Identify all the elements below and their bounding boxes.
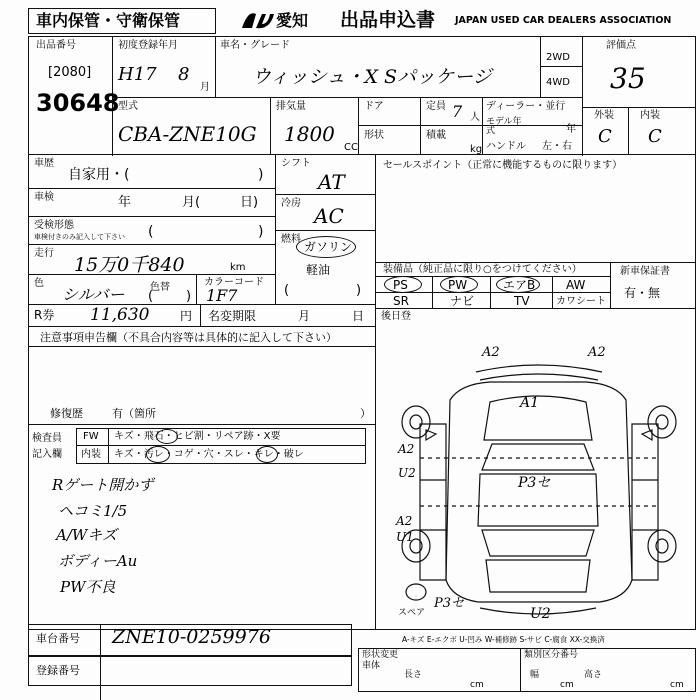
color-value: シルバー (62, 285, 125, 304)
first-reg-year: H17 (118, 64, 157, 85)
fuel-close: ) (356, 283, 362, 298)
first-reg-month-unit: 月 (200, 82, 210, 93)
warranty-options: 有・無 (624, 286, 661, 300)
note-line-2: ヘコミ1/5 (58, 502, 128, 520)
registration-label: 登録番号 (36, 664, 80, 677)
history-label: 車歴 (34, 158, 54, 169)
capacity-unit: 人 (470, 112, 480, 123)
equip-ps: PS (393, 278, 408, 292)
chassis-label: 車台番号 (36, 632, 80, 645)
first-reg-month: 8 (178, 64, 190, 85)
load-label: 積載 (426, 130, 446, 141)
equip-airbag-circle (496, 276, 540, 293)
inspector-fw: FW (83, 431, 99, 442)
storage-title: 車内保管・守衛保管 (36, 11, 181, 30)
capacity-label: 定員 (426, 101, 446, 112)
displacement-label: 排気量 (276, 101, 306, 112)
repair-value: 有（箇所 (112, 407, 156, 420)
exterior-score: C (598, 126, 612, 147)
fuel-label: 燃料 (281, 234, 301, 245)
equip-seat: カワシート (556, 296, 606, 307)
color-code-label: カラーコード (204, 277, 264, 288)
repaint-open: ( (148, 289, 154, 304)
shape-label: 形状 (364, 130, 384, 141)
warranty-label: 新車保証書 (620, 266, 670, 277)
height-label: 高さ (584, 670, 603, 680)
history-close: ) (258, 167, 264, 183)
inspector-circle-2 (146, 446, 170, 463)
note-line-5: PW不良 (60, 578, 116, 596)
interior-label: 内装 (640, 110, 660, 121)
class-number-label: 類別区分番号 (524, 650, 579, 660)
equip-pw: PW (448, 278, 468, 292)
shape-change-label: 形状変更 (362, 650, 399, 660)
first-reg-label: 初度登録年月 (118, 40, 178, 51)
equip-airbag: エアB (503, 278, 536, 292)
interior-score: C (648, 126, 662, 147)
inspection-year: 年 (118, 195, 132, 210)
score-label: 評価点 (606, 40, 636, 51)
color-label: 色 (34, 278, 44, 289)
fuel-open: ( (284, 283, 290, 298)
mark-left-door2: A2 (396, 514, 413, 528)
mark-front-right: A2 (588, 345, 606, 360)
inspector-label-1: 検査員 (32, 433, 62, 444)
mark-rear: P3セ (434, 596, 465, 611)
form-title: 出品申込書 (340, 9, 436, 31)
model-label: 車名・グレード (220, 40, 290, 51)
inspector-row2-items: キズ・汚レ・コゲ・穴・スレ・キレ・破レ (114, 449, 304, 460)
door-label: ドア (364, 101, 384, 112)
repair-label: 修復歴 (50, 407, 83, 420)
displacement-value: 1800 (284, 122, 335, 146)
aircon-label: 冷房 (281, 198, 301, 209)
equip-aw: AW (566, 278, 586, 292)
note-line-3: A/Wキズ (56, 526, 118, 544)
mark-left-door1b: U2 (398, 466, 416, 480)
name-expiry-day: 日 (352, 309, 365, 323)
aircon-value: AC (314, 204, 344, 228)
sales-point-label: セールスポイント（正常に機能するものに限ります） (383, 160, 623, 171)
note-line-4: ボディーAu (58, 552, 138, 570)
post-fill-label: 後日登 (381, 311, 411, 322)
mark-roof: P3セ (518, 475, 551, 491)
length-unit: cm (470, 680, 484, 690)
mileage-label: 走行 (34, 248, 54, 259)
mark-rear-bottom: U2 (530, 606, 551, 622)
inspection-month: 月( (182, 195, 201, 210)
capacity-value: 7 (452, 102, 463, 121)
inspector-label-2: 記入欄 (32, 449, 62, 460)
receive-note: 車検付きのみ記入して下さい (34, 233, 125, 241)
mileage-value: 15万0千840 (74, 254, 185, 276)
lot-label: 出品番号 (36, 40, 76, 51)
recycle-unit: 円 (180, 309, 193, 323)
receive-open: ( (148, 224, 154, 240)
repaint-label: 色替 (150, 282, 170, 293)
mark-left-door2b: U1 (396, 530, 414, 544)
name-expiry-month: 月 (298, 309, 311, 323)
score-value: 35 (610, 62, 646, 95)
year-unit: 年 (566, 124, 576, 135)
receive-close: ) (258, 224, 264, 240)
note-line-1: Rゲート開かず (52, 476, 154, 494)
model-year-label: モデル年式 (486, 117, 522, 136)
equip-tv: TV (514, 294, 530, 308)
spare-label: スペア (398, 608, 426, 618)
model-value: ウィッシュ・X Sパッケージ (252, 66, 492, 88)
exterior-label: 外装 (594, 110, 614, 121)
equip-navi: ナビ (450, 294, 475, 308)
type-label: 型式 (118, 101, 138, 112)
shift-value: AT (318, 170, 345, 194)
repair-close: ） (360, 407, 371, 420)
inspection-label: 車検 (34, 192, 54, 203)
type-value: CBA-ZNE10G (118, 122, 257, 146)
drive-4wd: 4WD (546, 77, 570, 88)
dealer-label: ディーラー・並行 (486, 101, 566, 112)
height-unit: cm (670, 680, 684, 690)
drive-2wd: 2WD (546, 52, 570, 63)
color-code-value: 1F7 (206, 286, 238, 305)
shift-label: シフト (281, 158, 311, 169)
recycle-value: 11,630 (90, 305, 150, 325)
handle-label: ハンドル (486, 141, 526, 152)
inspector-interior: 内装 (81, 449, 101, 460)
association-name: JAPAN USED CAR DEALERS ASSOCIATION (455, 15, 672, 26)
load-unit: kg (470, 144, 483, 155)
equip-ps-circle (384, 276, 422, 293)
ju-logo (238, 8, 278, 32)
mark-left-door1: A2 (398, 442, 415, 456)
inspection-day: 日) (240, 195, 259, 210)
inspector-circle-1 (156, 429, 178, 444)
chassis-value: ZNE10-0259976 (112, 626, 271, 648)
name-expiry-label: 名変期限 (208, 309, 257, 323)
lot-number: 30648 (36, 89, 120, 117)
mileage-unit: km (230, 262, 246, 273)
length-label: 長さ (404, 670, 423, 680)
fuel-value1: ガソリン (304, 240, 353, 254)
org-name: 愛知 (276, 11, 309, 30)
width-label: 幅 (530, 670, 540, 680)
width-unit: cm (560, 680, 574, 690)
equipment-label: 装備品（純正品に限り○をつけてください） (383, 264, 582, 275)
handle-options: 左・右 (542, 141, 572, 152)
inspector-circle-3 (256, 446, 278, 463)
mark-hood: A1 (520, 395, 540, 411)
lot-bracket: [2080] (48, 65, 92, 80)
notes-label: 注意事項申告欄（不具合内容等は具体的に記入して下さい） (40, 331, 337, 344)
mark-front-left: A2 (482, 345, 500, 360)
equip-sr: SR (393, 294, 409, 308)
displacement-unit: CC (344, 142, 358, 153)
history-value: 自家用・( (68, 167, 130, 183)
repaint-close: ) (186, 289, 192, 304)
damage-legend: A-キズ E-エクボ U-凹み W-補修跡 S-サビ C-腐食 XX-交換済 (402, 635, 605, 644)
receive-label: 受検形態 (34, 220, 74, 231)
body-label: 車体 (362, 661, 381, 671)
fuel-value2: 軽油 (306, 263, 331, 277)
inspector-row1-items: キズ・飛石・ヒビ割・リペア跡・X要 (114, 431, 281, 442)
recycle-label: R券 (34, 308, 55, 322)
equip-pw-circle (440, 276, 478, 293)
